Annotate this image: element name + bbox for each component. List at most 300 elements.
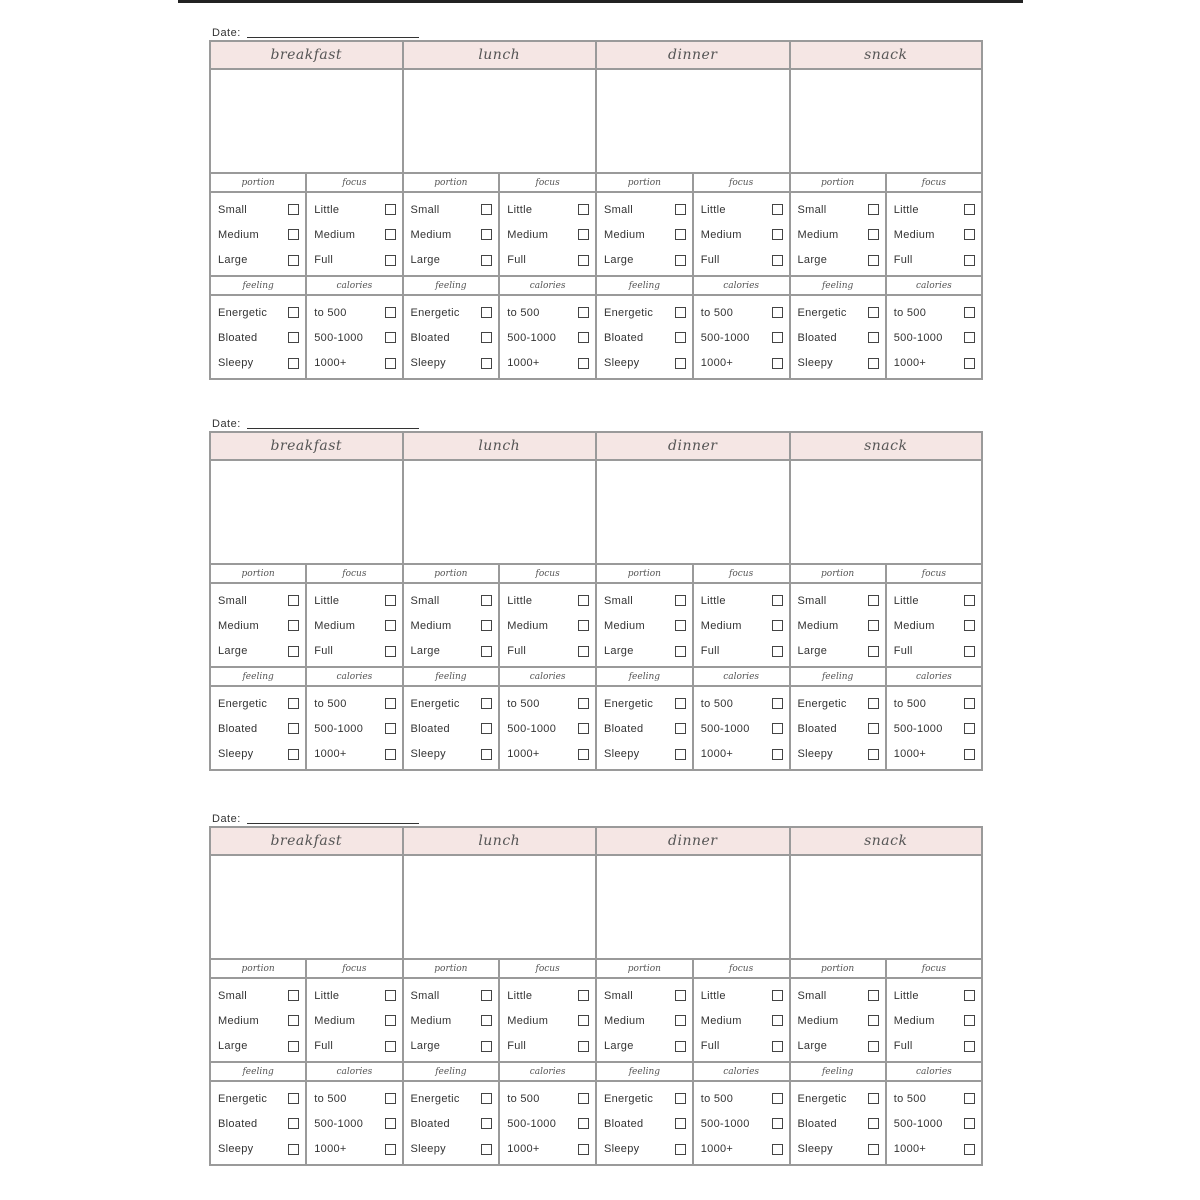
option-row-calories	[500, 357, 595, 369]
checkbox-focus-1[interactable]	[964, 1015, 975, 1026]
option-label: 500-1000	[700, 722, 750, 735]
checkbox-focus-1[interactable]	[578, 229, 589, 240]
checkbox-portion-0[interactable]	[868, 990, 879, 1001]
option-column-portion	[404, 979, 501, 1061]
checkbox-focus-0[interactable]	[772, 990, 783, 1001]
section-header	[211, 1063, 402, 1082]
date-input-line[interactable]	[247, 813, 419, 824]
checkbox-calories-1[interactable]	[964, 723, 975, 734]
checkbox-feeling-0[interactable]	[675, 307, 686, 318]
option-column-feeling	[211, 296, 307, 378]
options-block	[791, 687, 982, 769]
option-row-focus	[307, 229, 401, 241]
checkbox-portion-0[interactable]	[868, 595, 879, 606]
checkbox-calories-2[interactable]	[772, 358, 783, 369]
meal-title: lunch	[404, 828, 596, 856]
option-row-focus	[887, 204, 981, 216]
checkbox-portion-2[interactable]	[288, 255, 299, 266]
option-row-portion	[211, 645, 305, 657]
option-row-calories	[694, 1093, 789, 1105]
checkbox-portion-1[interactable]	[868, 620, 879, 631]
option-label: 1000+	[314, 357, 347, 370]
option-label: Energetic	[797, 697, 847, 710]
checkbox-focus-0[interactable]	[385, 990, 396, 1001]
option-row-calories	[694, 332, 789, 344]
checkbox-calories-1[interactable]	[578, 332, 589, 343]
checkbox-focus-1[interactable]	[964, 620, 975, 631]
checkbox-feeling-0[interactable]	[288, 307, 299, 318]
meal-notes-area[interactable]	[211, 461, 402, 565]
checkbox-calories-0[interactable]	[964, 698, 975, 709]
option-column-focus	[500, 584, 595, 666]
meal-notes-area[interactable]	[211, 856, 402, 960]
option-label: Large	[604, 645, 634, 658]
checkbox-feeling-0[interactable]	[288, 1093, 299, 1104]
checkbox-calories-2[interactable]	[772, 749, 783, 760]
checkbox-portion-2[interactable]	[288, 1041, 299, 1052]
checkbox-focus-0[interactable]	[578, 204, 589, 215]
checkbox-calories-0[interactable]	[772, 307, 783, 318]
feeling-label: feeling	[404, 668, 501, 685]
option-label: Sleepy	[797, 1143, 833, 1156]
portion-label: portion	[211, 565, 307, 582]
option-row-feeling	[791, 748, 885, 760]
checkbox-feeling-1[interactable]	[481, 332, 492, 343]
section-header	[597, 565, 789, 584]
option-column-portion	[597, 584, 694, 666]
section-header	[597, 174, 789, 193]
meal-title: lunch	[404, 42, 596, 70]
option-label: to 500	[893, 1092, 927, 1105]
checkbox-focus-1[interactable]	[385, 620, 396, 631]
checkbox-focus-2[interactable]	[385, 646, 396, 657]
checkbox-portion-2[interactable]	[675, 255, 686, 266]
checkbox-feeling-0[interactable]	[288, 698, 299, 709]
checkbox-portion-2[interactable]	[481, 1041, 492, 1052]
option-column-feeling	[597, 296, 694, 378]
checkbox-focus-2[interactable]	[772, 646, 783, 657]
checkbox-feeling-1[interactable]	[481, 1118, 492, 1129]
portion-label: portion	[791, 960, 887, 977]
option-label: to 500	[893, 306, 927, 319]
option-label: Medium	[218, 619, 259, 632]
checkbox-calories-1[interactable]	[385, 1118, 396, 1129]
checkbox-portion-0[interactable]	[675, 990, 686, 1001]
checkbox-focus-2[interactable]	[385, 1041, 396, 1052]
checkbox-feeling-2[interactable]	[675, 1144, 686, 1155]
option-column-portion	[791, 193, 887, 275]
checkbox-feeling-2[interactable]	[288, 358, 299, 369]
options-block	[211, 979, 402, 1063]
option-row-focus	[694, 229, 789, 241]
checkbox-focus-1[interactable]	[385, 1015, 396, 1026]
checkbox-feeling-1[interactable]	[288, 332, 299, 343]
option-row-focus	[500, 595, 595, 607]
option-row-portion	[211, 1040, 305, 1052]
checkbox-feeling-1[interactable]	[868, 332, 879, 343]
checkbox-portion-0[interactable]	[288, 990, 299, 1001]
portion-label: portion	[791, 174, 887, 191]
options-block	[211, 193, 402, 277]
checkbox-feeling-0[interactable]	[868, 1093, 879, 1104]
option-row-focus	[500, 204, 595, 216]
option-row-feeling	[597, 698, 692, 710]
section-header	[597, 1063, 789, 1082]
checkbox-portion-2[interactable]	[481, 646, 492, 657]
option-label: to 500	[314, 1092, 347, 1105]
checkbox-focus-0[interactable]	[772, 595, 783, 606]
option-label: 500-1000	[700, 1117, 750, 1130]
meal-notes-area[interactable]	[597, 856, 789, 960]
option-label: Medium	[604, 619, 645, 632]
checkbox-feeling-2[interactable]	[288, 749, 299, 760]
checkbox-portion-2[interactable]	[481, 255, 492, 266]
checkbox-feeling-1[interactable]	[288, 723, 299, 734]
section-header	[791, 174, 982, 193]
option-label: Full	[507, 645, 527, 658]
checkbox-calories-1[interactable]	[578, 1118, 589, 1129]
checkbox-portion-1[interactable]	[481, 229, 492, 240]
meal-notes-area[interactable]	[211, 70, 402, 174]
option-label: Full	[507, 254, 527, 267]
option-row-feeling	[404, 307, 499, 319]
checkbox-focus-0[interactable]	[964, 595, 975, 606]
option-row-feeling	[211, 698, 305, 710]
date-input-line[interactable]	[247, 27, 419, 38]
section-header	[404, 174, 596, 193]
checkbox-focus-2[interactable]	[964, 255, 975, 266]
option-row-portion	[791, 990, 885, 1002]
checkbox-focus-2[interactable]	[385, 255, 396, 266]
option-row-portion	[211, 204, 305, 216]
feeling-label: feeling	[211, 1063, 307, 1080]
checkbox-focus-2[interactable]	[578, 646, 589, 657]
checkbox-calories-2[interactable]	[964, 358, 975, 369]
checkbox-portion-0[interactable]	[868, 204, 879, 215]
checkbox-calories-2[interactable]	[578, 749, 589, 760]
option-label: to 500	[700, 697, 734, 710]
checkbox-calories-2[interactable]	[578, 1144, 589, 1155]
focus-label: focus	[921, 963, 946, 974]
checkbox-feeling-0[interactable]	[481, 1093, 492, 1104]
meal-notes-area[interactable]	[791, 856, 982, 960]
option-row-portion	[211, 229, 305, 241]
checkbox-focus-0[interactable]	[578, 595, 589, 606]
options-block	[404, 1082, 596, 1164]
option-label: Medium	[797, 619, 839, 632]
checkbox-calories-2[interactable]	[385, 358, 396, 369]
checkbox-focus-1[interactable]	[578, 1015, 589, 1026]
date-label: Date:	[212, 813, 241, 825]
checkbox-calories-0[interactable]	[772, 698, 783, 709]
checkbox-focus-1[interactable]	[772, 229, 783, 240]
checkbox-focus-2[interactable]	[772, 255, 783, 266]
meal-grid	[209, 40, 983, 380]
option-row-feeling	[597, 1093, 692, 1105]
option-row-calories	[500, 1118, 595, 1130]
checkbox-focus-2[interactable]	[964, 1041, 975, 1052]
option-row-feeling	[597, 332, 692, 344]
option-label: 1000+	[893, 748, 927, 761]
option-column-calories	[694, 687, 789, 769]
option-label: 1000+	[314, 1143, 347, 1156]
option-row-calories	[887, 698, 981, 710]
option-row-feeling	[404, 1118, 499, 1130]
checkbox-portion-1[interactable]	[288, 620, 299, 631]
option-label: Large	[797, 254, 828, 267]
portion-label: portion	[211, 960, 307, 977]
checkbox-focus-0[interactable]	[385, 204, 396, 215]
feeling-label: feeling	[404, 1063, 501, 1080]
checkbox-focus-0[interactable]	[964, 990, 975, 1001]
option-label: to 500	[507, 306, 540, 319]
option-row-portion	[791, 229, 885, 241]
options-block	[791, 979, 982, 1063]
checkbox-portion-1[interactable]	[288, 229, 299, 240]
option-label: 500-1000	[507, 1117, 557, 1130]
checkbox-feeling-0[interactable]	[675, 1093, 686, 1104]
checkbox-focus-2[interactable]	[772, 1041, 783, 1052]
checkbox-calories-1[interactable]	[385, 332, 396, 343]
section-header	[597, 960, 789, 979]
checkbox-portion-2[interactable]	[675, 646, 686, 657]
checkbox-feeling-0[interactable]	[481, 698, 492, 709]
calories-label: calories	[529, 1066, 566, 1077]
meal-column-breakfast	[209, 431, 403, 771]
checkbox-calories-0[interactable]	[578, 698, 589, 709]
option-row-feeling	[211, 1093, 305, 1105]
checkbox-feeling-0[interactable]	[868, 307, 879, 318]
checkbox-feeling-2[interactable]	[675, 358, 686, 369]
checkbox-focus-1[interactable]	[385, 229, 396, 240]
checkbox-calories-1[interactable]	[772, 1118, 783, 1129]
checkbox-feeling-2[interactable]	[868, 1144, 879, 1155]
checkbox-focus-0[interactable]	[964, 204, 975, 215]
option-label: Large	[410, 254, 441, 267]
option-row-feeling	[791, 1093, 885, 1105]
option-column-calories	[694, 296, 789, 378]
checkbox-calories-0[interactable]	[772, 1093, 783, 1104]
checkbox-feeling-1[interactable]	[288, 1118, 299, 1129]
options-block	[597, 193, 789, 277]
option-row-calories	[887, 748, 981, 760]
feeling-label: feeling	[211, 668, 307, 685]
option-row-calories	[887, 332, 981, 344]
checkbox-calories-1[interactable]	[964, 1118, 975, 1129]
option-row-calories	[307, 698, 401, 710]
checkbox-calories-2[interactable]	[772, 1144, 783, 1155]
option-row-portion	[597, 645, 692, 657]
options-block	[211, 296, 402, 378]
checkbox-calories-0[interactable]	[385, 307, 396, 318]
checkbox-calories-1[interactable]	[772, 723, 783, 734]
option-row-calories	[694, 1118, 789, 1130]
option-column-portion	[211, 584, 307, 666]
checkbox-portion-2[interactable]	[868, 255, 879, 266]
meal-title: lunch	[404, 433, 596, 461]
option-row-feeling	[791, 1143, 885, 1155]
checkbox-portion-0[interactable]	[481, 204, 492, 215]
checkbox-calories-2[interactable]	[964, 1144, 975, 1155]
option-label: Sleepy	[604, 357, 640, 370]
checkbox-feeling-2[interactable]	[288, 1144, 299, 1155]
option-label: Small	[218, 989, 248, 1002]
checkbox-portion-0[interactable]	[481, 990, 492, 1001]
option-row-focus	[694, 204, 789, 216]
option-label: Medium	[700, 228, 742, 241]
checkbox-portion-0[interactable]	[481, 595, 492, 606]
option-row-focus	[694, 620, 789, 632]
option-label: Sleepy	[410, 357, 446, 370]
checkbox-focus-1[interactable]	[578, 620, 589, 631]
checkbox-calories-0[interactable]	[578, 1093, 589, 1104]
meal-notes-area[interactable]	[404, 461, 596, 565]
checkbox-feeling-0[interactable]	[481, 307, 492, 318]
meal-title: breakfast	[211, 433, 402, 461]
checkbox-feeling-0[interactable]	[675, 698, 686, 709]
option-column-focus	[307, 584, 401, 666]
options-block	[211, 687, 402, 769]
meal-title: snack	[791, 433, 982, 461]
calories-label: calories	[336, 671, 373, 682]
option-row-portion	[597, 204, 692, 216]
meal-notes-area[interactable]	[404, 70, 596, 174]
option-label: Bloated	[218, 722, 258, 735]
meal-notes-area[interactable]	[597, 70, 789, 174]
checkbox-feeling-2[interactable]	[868, 749, 879, 760]
checkbox-focus-2[interactable]	[964, 646, 975, 657]
option-label: Little	[314, 989, 340, 1002]
option-column-calories	[694, 1082, 789, 1164]
date-input-line[interactable]	[247, 418, 419, 429]
checkbox-focus-1[interactable]	[964, 229, 975, 240]
option-row-focus	[307, 1015, 401, 1027]
checkbox-portion-1[interactable]	[481, 620, 492, 631]
option-label: Bloated	[218, 331, 258, 344]
checkbox-focus-1[interactable]	[772, 1015, 783, 1026]
checkbox-calories-0[interactable]	[385, 1093, 396, 1104]
option-label: 1000+	[507, 357, 540, 370]
option-column-feeling	[597, 1082, 694, 1164]
meal-notes-area[interactable]	[404, 856, 596, 960]
checkbox-feeling-0[interactable]	[868, 698, 879, 709]
option-row-feeling	[597, 1143, 692, 1155]
checkbox-feeling-2[interactable]	[675, 749, 686, 760]
options-block	[404, 584, 596, 668]
checkbox-calories-1[interactable]	[385, 723, 396, 734]
checkbox-feeling-1[interactable]	[868, 723, 879, 734]
section-header	[211, 565, 402, 584]
section-header	[791, 277, 982, 296]
option-column-focus	[887, 979, 981, 1061]
option-row-calories	[307, 1143, 401, 1155]
option-label: Medium	[410, 619, 452, 632]
option-column-focus	[307, 979, 401, 1061]
checkbox-calories-0[interactable]	[578, 307, 589, 318]
options-block	[791, 296, 982, 378]
checkbox-focus-0[interactable]	[578, 990, 589, 1001]
meal-notes-area[interactable]	[597, 461, 789, 565]
option-label: Energetic	[797, 1092, 847, 1105]
checkbox-calories-1[interactable]	[578, 723, 589, 734]
option-label: Large	[218, 645, 248, 658]
option-column-calories	[887, 1082, 981, 1164]
option-row-calories	[887, 723, 981, 735]
checkbox-portion-2[interactable]	[288, 646, 299, 657]
option-label: Small	[797, 203, 827, 216]
checkbox-focus-2[interactable]	[578, 255, 589, 266]
checkbox-focus-0[interactable]	[772, 204, 783, 215]
checkbox-feeling-1[interactable]	[481, 723, 492, 734]
checkbox-feeling-1[interactable]	[675, 723, 686, 734]
checkbox-portion-1[interactable]	[868, 1015, 879, 1026]
checkbox-portion-1[interactable]	[675, 229, 686, 240]
checkbox-portion-1[interactable]	[675, 1015, 686, 1026]
feeling-label: feeling	[791, 277, 887, 294]
option-label: Energetic	[797, 306, 847, 319]
checkbox-focus-1[interactable]	[772, 620, 783, 631]
checkbox-portion-2[interactable]	[868, 1041, 879, 1052]
focus-label: focus	[535, 963, 560, 974]
checkbox-focus-2[interactable]	[578, 1041, 589, 1052]
checkbox-portion-2[interactable]	[868, 646, 879, 657]
checkbox-feeling-2[interactable]	[481, 749, 492, 760]
checkbox-calories-0[interactable]	[385, 698, 396, 709]
checkbox-feeling-2[interactable]	[868, 358, 879, 369]
checkbox-portion-2[interactable]	[675, 1041, 686, 1052]
checkbox-calories-2[interactable]	[385, 749, 396, 760]
option-label: Bloated	[218, 1117, 258, 1130]
option-row-portion	[791, 204, 885, 216]
option-label: Energetic	[410, 306, 460, 319]
option-row-calories	[307, 332, 401, 344]
checkbox-portion-1[interactable]	[675, 620, 686, 631]
checkbox-feeling-1[interactable]	[675, 332, 686, 343]
option-label: Medium	[797, 228, 839, 241]
option-label: Sleepy	[797, 357, 833, 370]
checkbox-feeling-1[interactable]	[675, 1118, 686, 1129]
checkbox-portion-1[interactable]	[868, 229, 879, 240]
option-row-calories	[887, 357, 981, 369]
checkbox-calories-2[interactable]	[578, 358, 589, 369]
checkbox-focus-0[interactable]	[385, 595, 396, 606]
checkbox-calories-1[interactable]	[772, 332, 783, 343]
meal-notes-area[interactable]	[791, 461, 982, 565]
option-row-portion	[597, 254, 692, 266]
checkbox-portion-0[interactable]	[675, 595, 686, 606]
checkbox-portion-1[interactable]	[481, 1015, 492, 1026]
option-label: Medium	[700, 619, 742, 632]
checkbox-portion-0[interactable]	[675, 204, 686, 215]
checkbox-calories-2[interactable]	[385, 1144, 396, 1155]
meal-notes-area[interactable]	[791, 70, 982, 174]
option-label: Full	[893, 254, 913, 267]
checkbox-feeling-2[interactable]	[481, 1144, 492, 1155]
option-row-feeling	[791, 332, 885, 344]
checkbox-portion-0[interactable]	[288, 595, 299, 606]
checkbox-portion-1[interactable]	[288, 1015, 299, 1026]
checkbox-feeling-2[interactable]	[481, 358, 492, 369]
checkbox-calories-2[interactable]	[964, 749, 975, 760]
option-label: Bloated	[410, 331, 450, 344]
option-label: Sleepy	[218, 357, 254, 370]
checkbox-calories-0[interactable]	[964, 1093, 975, 1104]
checkbox-feeling-1[interactable]	[868, 1118, 879, 1129]
checkbox-portion-0[interactable]	[288, 204, 299, 215]
checkbox-calories-1[interactable]	[964, 332, 975, 343]
option-label: Large	[218, 254, 248, 267]
checkbox-calories-0[interactable]	[964, 307, 975, 318]
